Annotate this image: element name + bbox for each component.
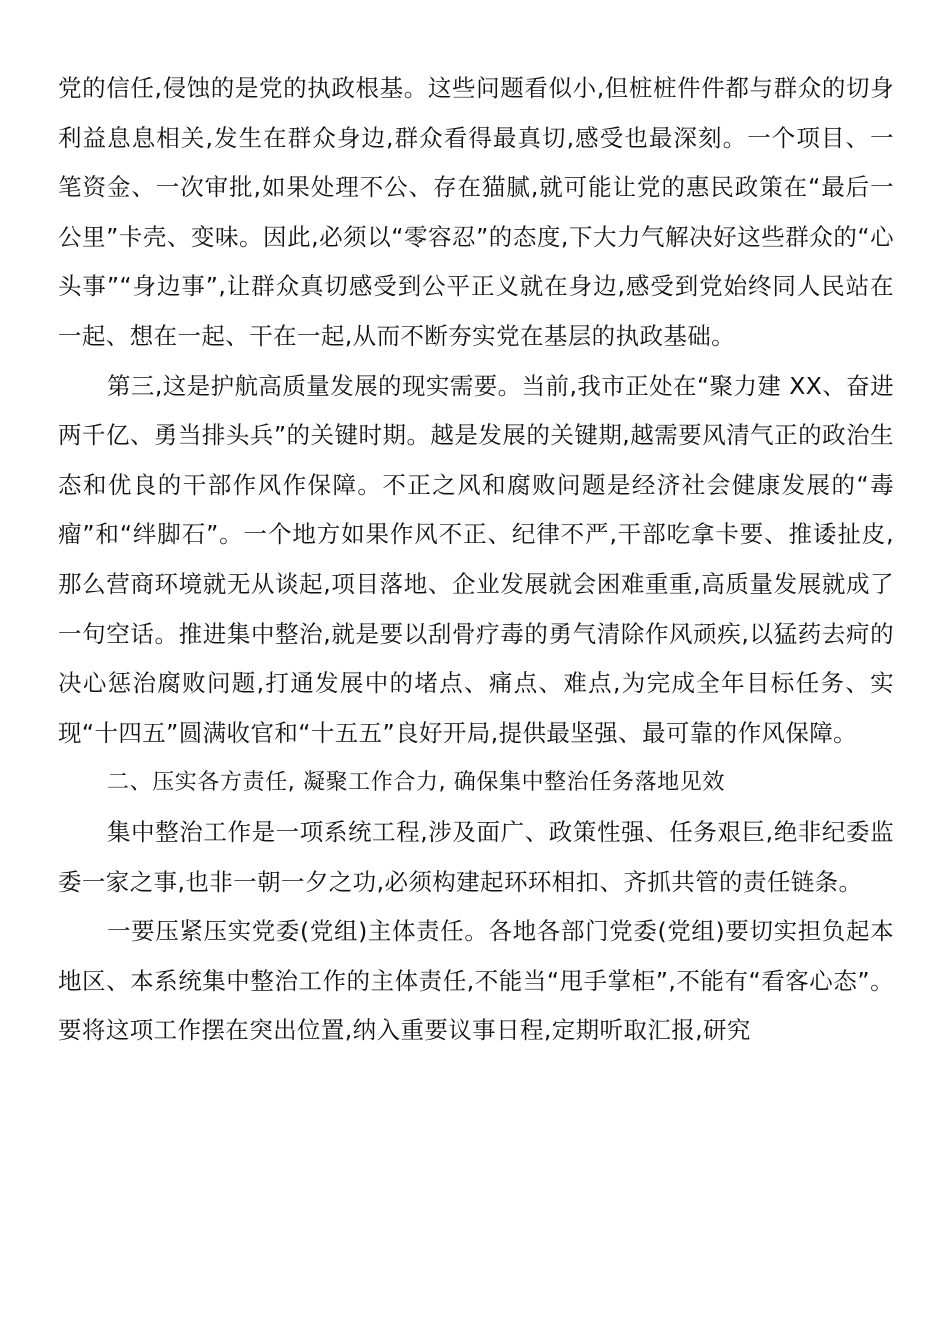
- document-page: [58, 64, 894, 1056]
- paragraph-section-intro: 集中整治工作是一项系统工程,涉及面广、政策性强、任务艰巨,绝非纪委监委一家之事,也非一朝一夕之功,必须构建起环环相扣、齐抓共管的责任链条。: [58, 817, 894, 896]
- section-heading-two: 二、压实各方责任, 凝聚工作合力, 确保集中整治任务落地见效: [107, 770, 725, 796]
- paragraph-continuation: 党的信任,侵蚀的是党的执政根基。这些问题看似小,但桩桩件件都与群众的切身利益息息相关,发生在群众身边,群众看得最真切,感受也最深刻。一个项目、一笔资金、一次审批,如果处理不公、存在猫腻,就可能让党的惠民政策在“最后一公里”卡壳、变味。因此,必须以“零容忍”的态度,下大力气解决好这些群众的“心头事”“身边事”,让群众真切感受到公平正义就在身边,感受到党始终同人民站在一起、想在一起、干在一起,从而不断夯实党在基层的执政基础。: [58, 74, 894, 350]
- paragraph-third-point: 第三,这是护航高质量发展的现实需要。当前,我市正处在“聚力建 XX、奋进两千亿、勇当排头兵”的关键时期。越是发展的关键期,越需要风清气正的政治生态和优良的干部作风作保障。不正之风和腐败问题是经济社会健康发展的“毒瘤”和“绊脚石”。一个地方如果作风不正、纪律不严,干部吃拿卡要、推诿扯皮,那么营商环境就无从谈起,项目落地、企业发展就会困难重重,高质量发展就成了一句空话。推进集中整治,就是要以刮骨疗毒的勇气清除作风顽疾,以猛药去疴的决心惩治腐败问题,打通发展中的堵点、痛点、难点,为完成全年目标任务、实现“十四五”圆满收官和“十五五”良好开局,提供最坚强、最可靠的作风保障。: [58, 371, 894, 747]
- paragraph-party-responsibility: 一要压紧压实党委(党组)主体责任。各地各部门党委(党组)要切实担负起本地区、本系统集中整治工作的主体责任,不能当“甩手掌柜”,不能有“看客心态”。要将这项工作摆在突出位置,纳入重要议事日程,定期听取汇报,研究: [58, 917, 894, 1045]
